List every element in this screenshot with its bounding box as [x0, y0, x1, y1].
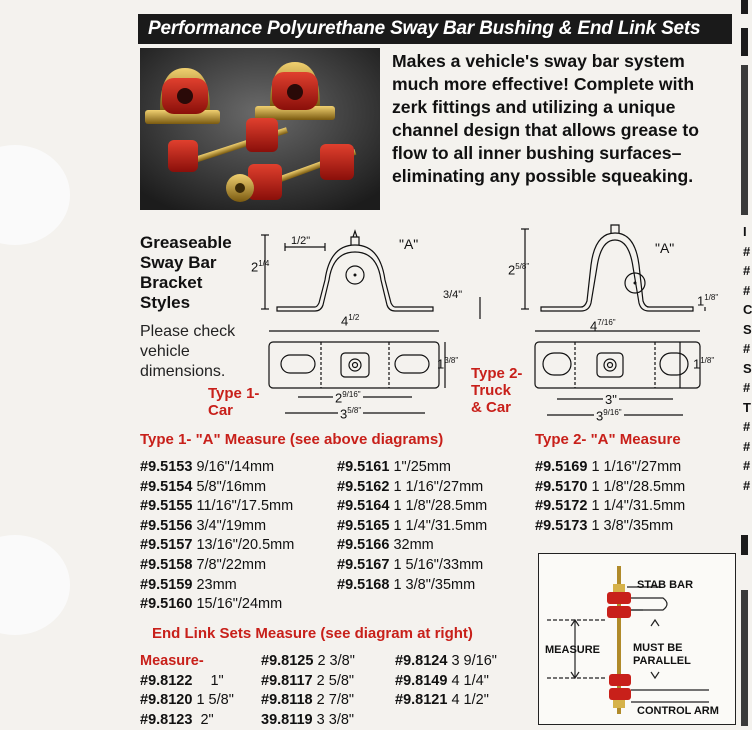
banner-title: Performance Polyurethane Sway Bar Bushing & End Link Sets	[148, 18, 701, 39]
binder-hole-top	[0, 145, 70, 245]
type1-height-dim: $2^{1/4}$	[251, 259, 270, 275]
product-description: Makes a vehicle's sway bar system much more effective! Complete with zerk fittings and utilizing a unique channel design that allows grease to flow to all inner bushing surfaces–eliminating any possible squeaking.	[392, 51, 699, 186]
type2-base-dim: $3^{9/16"}$	[596, 408, 622, 424]
type1-bracket-diagram	[255, 225, 485, 425]
table-row: #9.8122 1"	[140, 672, 224, 689]
type2-hole-dim: 3"	[605, 392, 617, 407]
type1-table-title: Type 1- "A" Measure (see above diagrams)	[140, 431, 444, 448]
table-row: #9.5156 3/4"/19mm	[140, 517, 267, 534]
stab-bar-label: STAB BAR	[637, 579, 694, 591]
table-row: #9.5153 9/16"/14mm	[140, 459, 275, 475]
endlink-col3	[395, 652, 497, 711]
table-row: #9.8118 2 7/8"	[261, 692, 355, 709]
table-row: #9.5164 1 1/8"/28.5mm	[337, 498, 488, 515]
table-row: #9.5160 15/16"/24mm	[140, 596, 283, 613]
table-row: #9.5155 11/16"/17.5mm	[140, 498, 294, 515]
type2-width-dim: $4^{7/16"}$	[590, 318, 616, 334]
table-row: #9.5166 32mm	[337, 537, 434, 554]
table-row: #9.5167 1 5/16"/33mm	[337, 556, 484, 573]
edge-photo-strip	[741, 590, 748, 726]
product-photo	[140, 48, 380, 210]
table-row: #9.5172 1 1/4"/31.5mm	[535, 498, 686, 515]
page-banner	[138, 14, 732, 44]
endlink-col1	[140, 652, 234, 730]
type1-top-dim: 1/2"	[291, 235, 311, 247]
edge-strip	[741, 28, 748, 56]
table-row: #9.8117 2 5/8"	[261, 672, 355, 689]
table-row: #9.8123 2"	[140, 711, 214, 728]
table-row: #9.5170 1 1/8"/28.5mm	[535, 478, 686, 495]
type2-table	[535, 458, 685, 536]
control-arm-label: CONTROL ARM	[637, 705, 719, 717]
table-row: #9.8149 4 1/4"	[395, 672, 489, 689]
table-row: #9.8125 2 3/8"	[261, 653, 355, 669]
table-row: #9.5169 1 1/16"/27mm	[535, 459, 682, 475]
type1-a-label: "A"	[399, 236, 419, 252]
check-dimensions-note: Please check vehicle dimensions.	[140, 323, 236, 380]
type1-table-col1	[140, 458, 294, 615]
must-be-parallel-label: MUST BE PARALLEL	[633, 642, 691, 667]
edge-strip	[741, 535, 748, 555]
type2-bracket-diagram	[515, 225, 730, 425]
bushing-photo-illustration	[140, 48, 380, 210]
table-row: #9.5161 1"/25mm	[337, 459, 451, 475]
table-row: #9.5158 7/8"/22mm	[140, 556, 267, 573]
endlink-col2	[261, 652, 355, 730]
type2-table-title: Type 2- "A" Measure	[535, 431, 681, 448]
right-edge-fragments: I # # # C S # S # T # # # #	[743, 224, 752, 493]
type2-height-dim: $2^{5/8"}$	[508, 262, 530, 278]
type2-a-label: "A"	[655, 240, 675, 256]
table-row: #9.8120 1 5/8"	[140, 692, 234, 709]
type1-table-col2	[337, 458, 487, 595]
table-row: #9.5168 1 3/8"/35mm	[337, 576, 476, 593]
table-row: #9.5159 23mm	[140, 576, 237, 593]
measure-header: Measure-	[140, 653, 204, 669]
type2-label: Type 2- Truck & Car	[471, 365, 523, 416]
endlink-diagram	[538, 553, 736, 725]
type1-side-dim: $1^{3/8"}$	[437, 356, 459, 372]
type1-hole-dim: $2^{9/16"}$	[335, 390, 361, 406]
table-row: #9.8121 4 1/2"	[395, 692, 489, 709]
endlink-table-title: End Link Sets Measure (see diagram at right)	[152, 625, 473, 642]
type1-lip-dim: 3/4"	[443, 289, 463, 301]
type2-lip-dim: $1^{1/8"}$	[697, 293, 719, 309]
type1-width-dim: $4^{1/2}$	[341, 313, 360, 329]
table-row: #9.5154 5/8"/16mm	[140, 478, 267, 495]
measure-label: MEASURE	[545, 644, 601, 656]
type2-side-dim: $1^{1/8"}$	[693, 356, 715, 372]
table-row: #9.5157 13/16"/20.5mm	[140, 537, 295, 554]
type1-label: Type 1- Car	[208, 385, 260, 419]
table-row: #9.8124 3 9/16"	[395, 653, 497, 669]
table-row: #9.5162 1 1/16"/27mm	[337, 478, 484, 495]
table-row: #9.5165 1 1/4"/31.5mm	[337, 517, 488, 534]
binder-hole-bottom	[0, 535, 70, 635]
table-row: 39.8119 3 3/8"	[261, 711, 355, 728]
table-row: #9.5173 1 3/8"/35mm	[535, 517, 674, 534]
bracket-styles-heading: Greaseable Sway Bar Bracket Styles	[140, 233, 232, 312]
type1-base-dim: $3^{5/8"}$	[340, 406, 362, 422]
edge-photo-strip	[741, 65, 748, 215]
edge-strip	[741, 0, 748, 14]
